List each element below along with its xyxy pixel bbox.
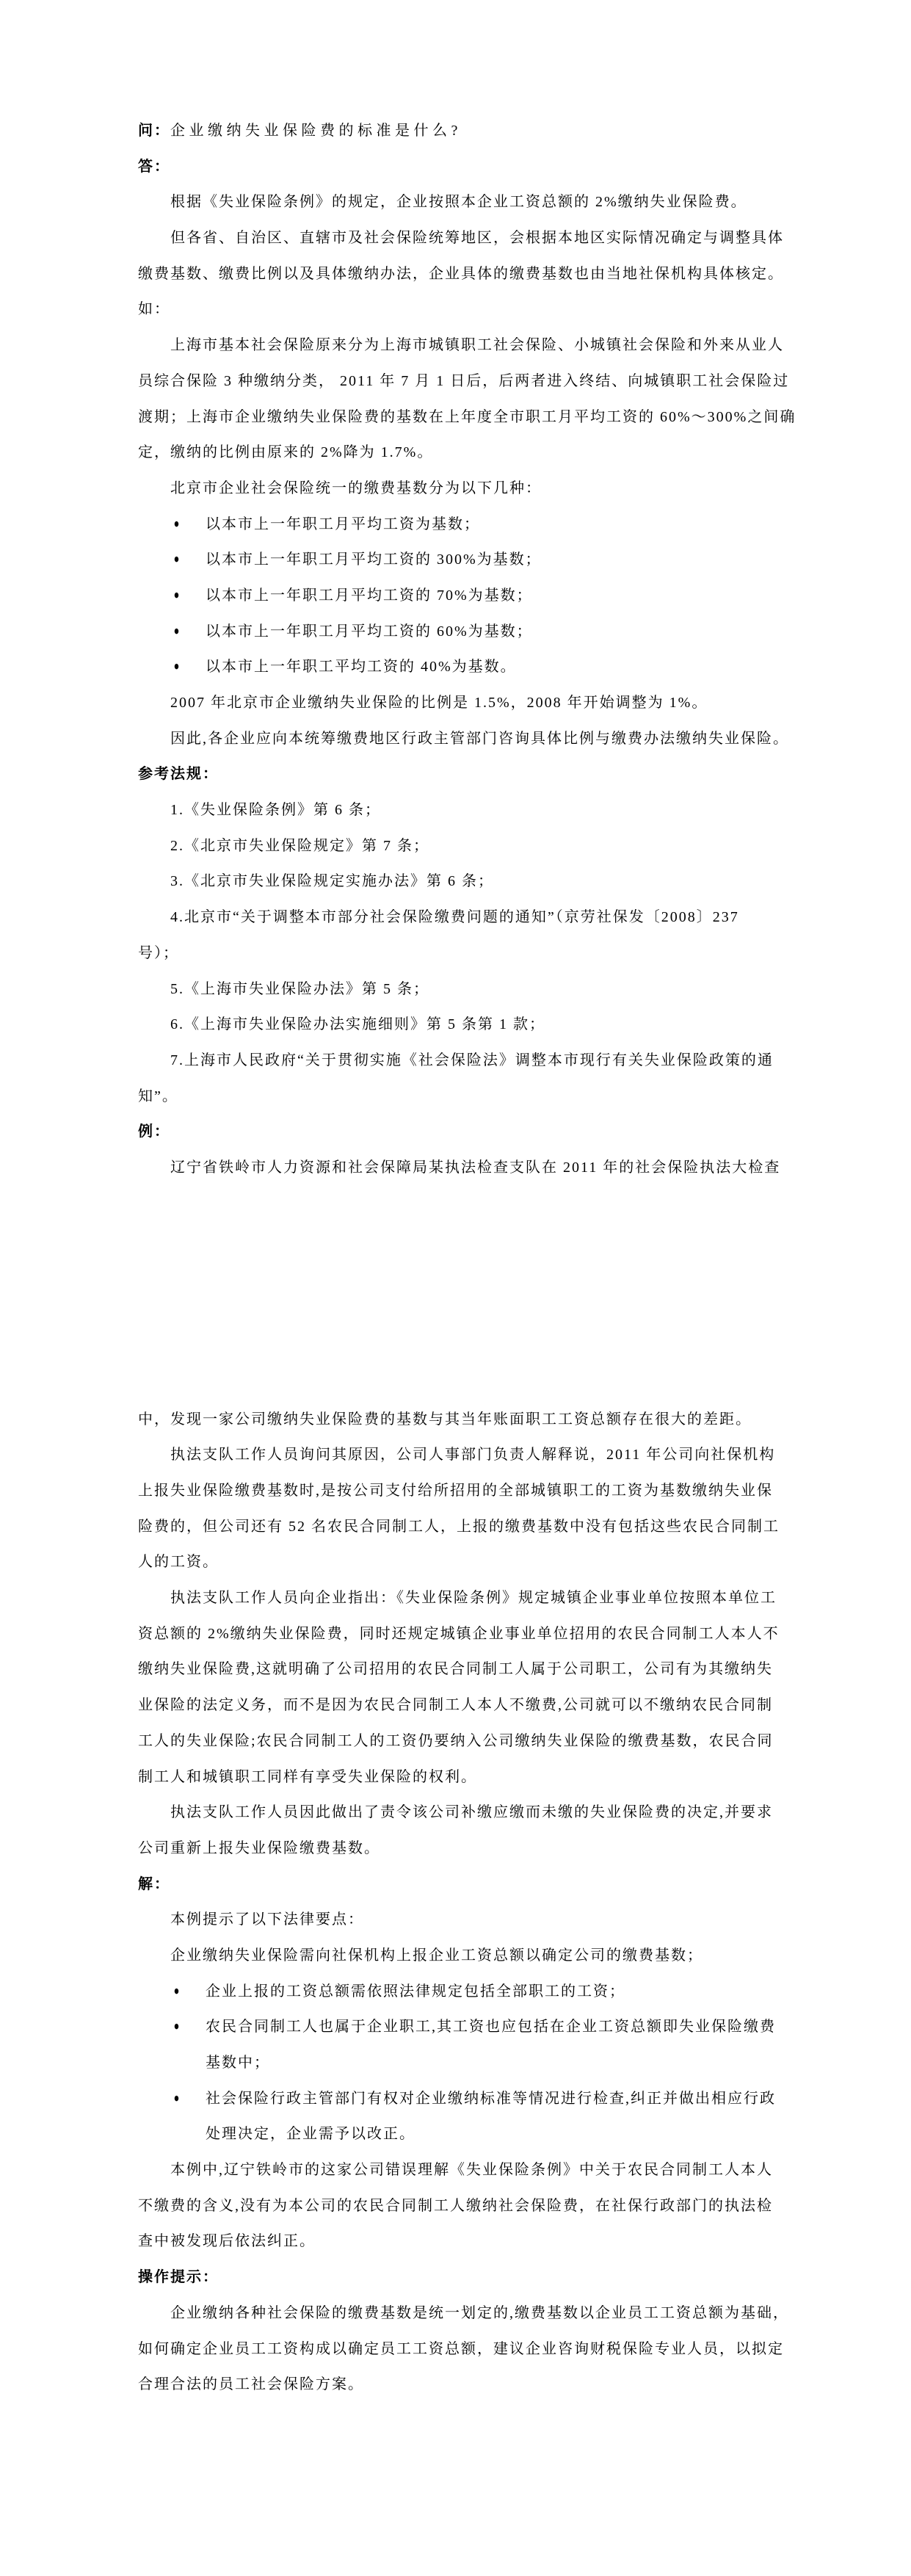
text-line xyxy=(138,1687,784,1723)
text-line xyxy=(138,1473,784,1509)
line-text: 以本市上一年职工平均工资的 40%为基数。 xyxy=(206,659,517,676)
text-line xyxy=(138,1437,784,1473)
text-line xyxy=(138,363,790,399)
line-text: 资总额的 2%缴纳失业保险费，同时还规定城镇企业事业单位招用的农民合同制工人本人不 xyxy=(138,1625,780,1642)
bullet-item xyxy=(138,1974,784,2010)
line-text: 缴纳失业保险费,这就明确了公司招用的农民合同制工人属于公司职工，公司有为其缴纳失 xyxy=(138,1661,773,1678)
text-line xyxy=(138,1580,784,1616)
line-text: 农民合同制工人也属于企业职工,其工资也应包括在企业工资总额即失业保险缴费 xyxy=(206,2019,776,2036)
bullet-icon: ● xyxy=(173,588,180,603)
text-line xyxy=(138,1759,784,1795)
line-text: 险费的，但公司还有 52 名农民合同制工人，上报的缴费基数中没有包括这些农民合同制工 xyxy=(138,1518,780,1535)
line-text: 不缴费的含义,没有为本公司的农民合同制工人缴纳社会保险费，在社保行政部门的执法检 xyxy=(138,2197,773,2214)
line-text: 员综合保险 3 种缴纳分类， 2011 年 7 月 1 日后，后两者进入终结、向城镇职工社会保险过 xyxy=(138,372,790,389)
line-text: 知”。 xyxy=(138,1088,178,1104)
line-text: 上报失业保险缴费基数时,是按公司支付给所招用的全部城镇职工的工资为基数缴纳失业保 xyxy=(138,1483,773,1499)
line-text: 制工人和城镇职工同样有享受失业保险的权利。 xyxy=(138,1768,477,1785)
question-line xyxy=(138,113,784,149)
bullet-icon: ● xyxy=(173,2020,180,2034)
text-line xyxy=(138,1938,784,1974)
line-text: 查中被发现后依法纠正。 xyxy=(138,2233,316,2250)
bullet-icon: ● xyxy=(173,552,180,567)
bullet-icon: ● xyxy=(173,1984,180,1998)
heading-line xyxy=(138,756,784,792)
bullet-icon: ● xyxy=(173,517,180,531)
text-line xyxy=(138,936,784,972)
bullet-item xyxy=(138,2009,784,2045)
text-line xyxy=(138,399,796,435)
text-line xyxy=(138,1723,784,1759)
qa-label: 问： xyxy=(138,123,170,139)
text-line xyxy=(138,2295,789,2331)
line-text: 以本市上一年职工月平均工资的 60%为基数； xyxy=(206,623,533,640)
line-text: 根据《失业保险条例》的规定，企业按照本企业工资总额的 2%缴纳失业保险费。 xyxy=(170,194,747,211)
text-line xyxy=(138,721,789,757)
line-text: 渡期；上海市企业缴纳失业保险费的基数在上年度全市职工月平均工资的 60%～300%之间确 xyxy=(138,408,796,425)
text-line xyxy=(138,1544,784,1580)
bullet-icon: ● xyxy=(173,624,180,638)
line-text: 6.《上海市失业保险办法实施细则》第 5 条第 1 款； xyxy=(170,1016,545,1033)
line-text: 答： xyxy=(138,158,170,175)
line-text: 如： xyxy=(138,301,170,318)
line-text: 5.《上海市失业保险办法》第 5 条； xyxy=(170,980,429,997)
text-line xyxy=(138,792,784,828)
text-line xyxy=(138,1402,784,1438)
text-line xyxy=(138,2152,784,2188)
line-text: 参考法规： xyxy=(138,766,219,783)
text-line xyxy=(138,292,784,328)
text-line xyxy=(138,184,784,220)
text-line xyxy=(138,1902,784,1938)
text-line xyxy=(138,2188,784,2224)
text-line xyxy=(138,328,784,363)
line-text: 4.北京市“关于调整本市部分社会保险缴费问题的通知”（京劳社保发〔2008〕237 xyxy=(170,909,739,926)
heading-line xyxy=(138,2260,784,2295)
text-line xyxy=(138,1007,784,1043)
text-line xyxy=(138,256,784,292)
line-text: 执法支队工作人员询问其原因，公司人事部门负责人解释说，2011 年公司向社保机构 xyxy=(170,1447,776,1464)
text-line xyxy=(138,828,784,864)
line-text: 处理决定，企业需予以改正。 xyxy=(206,2126,415,2143)
line-text: 本例中,辽宁铁岭市的这家公司错误理解《失业保险条例》中关于农民合同制工人本人 xyxy=(170,2162,773,2179)
bullet-item-continuation xyxy=(138,2045,784,2081)
line-text: 上海市基本社会保险原来分为上海市城镇职工社会保险、小城镇社会保险和外来从业人 xyxy=(170,337,784,354)
line-text: 人的工资。 xyxy=(138,1554,219,1571)
line-text: 3.《北京市失业保险规定实施办法》第 6 条； xyxy=(170,873,494,890)
bullet-item xyxy=(138,507,784,543)
line-text: 公司重新上报失业保险缴费基数。 xyxy=(138,1839,380,1856)
text-line xyxy=(138,471,784,507)
line-text: 企业缴纳失业保险费的标准是什么? xyxy=(170,123,462,139)
text-line xyxy=(138,1150,784,1186)
text-line xyxy=(138,1509,784,1545)
heading-line xyxy=(138,1114,784,1150)
text-line xyxy=(138,1795,784,1831)
bullet-item xyxy=(138,649,784,685)
bullet-item xyxy=(138,542,784,578)
line-text: 以本市上一年职工月平均工资为基数； xyxy=(206,515,480,532)
text-line xyxy=(138,220,784,256)
line-text: 基数中； xyxy=(206,2055,270,2071)
text-line xyxy=(138,864,784,900)
line-text: 如何确定企业员工工资构成以确定员工工资总额，建议企业咨询财税保险专业人员，以拟定 xyxy=(138,2340,784,2357)
text-line xyxy=(138,685,784,721)
text-line xyxy=(138,1651,784,1687)
line-text: 以本市上一年职工月平均工资的 70%为基数； xyxy=(206,587,533,604)
text-line xyxy=(138,2224,784,2260)
line-text: 7.上海市人民政府“关于贯彻实施《社会保险法》调整本市现行有关失业保险政策的通 xyxy=(170,1052,774,1068)
line-text: 合理合法的员工社会保险方案。 xyxy=(138,2376,364,2393)
line-text: 执法支队工作人员向企业指出：《失业保险条例》规定城镇企业事业单位按照本单位工 xyxy=(170,1590,777,1607)
bullet-item xyxy=(138,2081,784,2117)
line-text: 企业缴纳各种社会保险的缴费基数是统一划定的,缴费基数以企业员工工资总额为基础， xyxy=(170,2304,789,2321)
line-text: 企业缴纳失业保险需向社保机构上报企业工资总额以确定公司的缴费基数； xyxy=(170,1947,703,1964)
text-line xyxy=(138,1831,784,1867)
page-break-gap xyxy=(138,1186,784,1402)
line-text: 辽宁省铁岭市人力资源和社会保障局某执法检查支队在 2011 年的社会保险执法大检查 xyxy=(170,1159,781,1176)
text-line xyxy=(138,972,784,1007)
line-text: 1.《失业保险条例》第 6 条； xyxy=(170,802,381,819)
line-text: 解： xyxy=(138,1875,170,1892)
bullet-icon: ● xyxy=(173,660,180,674)
bullet-item xyxy=(138,614,784,650)
line-text: 因此,各企业应向本统筹缴费地区行政主管部门咨询具体比例与缴费办法缴纳失业保险。 xyxy=(170,730,789,747)
line-text: 以本市上一年职工月平均工资的 300%为基数； xyxy=(206,551,542,568)
line-text: 但各省、自治区、直辖市及社会保险统筹地区，会根据本地区实际情况确定与调整具体 xyxy=(170,230,784,247)
line-text: 执法支队工作人员因此做出了责令该公司补缴应缴而未缴的失业保险费的决定,并要求 xyxy=(170,1804,773,1821)
line-text: 社会保险行政主管部门有权对企业缴纳标准等情况进行检查,纠正并做出相应行政 xyxy=(206,2090,776,2107)
line-text: 操作提示： xyxy=(138,2269,219,2286)
line-text: 中，发现一家公司缴纳失业保险费的基数与其当年账面职工工资总额存在很大的差距。 xyxy=(138,1411,752,1428)
line-text: 缴费基数、缴费比例以及具体缴纳办法，企业具体的缴费基数也由当地社保机构具体核定。 xyxy=(138,265,784,282)
text-line xyxy=(138,2331,784,2367)
line-text: 北京市企业社会保险统一的缴费基数分为以下几种： xyxy=(170,480,542,496)
line-text: 2007 年北京市企业缴纳失业保险的比例是 1.5%，2008 年开始调整为 1%。 xyxy=(170,695,708,711)
text-line xyxy=(138,1616,784,1652)
text-line xyxy=(138,435,784,471)
bullet-item-continuation xyxy=(138,2116,784,2152)
heading-line xyxy=(138,1867,784,1903)
line-text: 定，缴纳的比例由原来的 2%降为 1.7%。 xyxy=(138,444,434,461)
line-text: 企业上报的工资总额需依照法律规定包括全部职工的工资； xyxy=(206,1983,625,2000)
line-text: 号）； xyxy=(138,944,179,961)
bullet-icon: ● xyxy=(173,2091,180,2105)
text-line xyxy=(138,900,784,936)
line-text: 例： xyxy=(138,1124,170,1140)
heading-line xyxy=(138,149,784,185)
line-text: 本例提示了以下法律要点： xyxy=(170,1911,364,1928)
text-line xyxy=(138,1079,784,1115)
line-text: 业保险的法定义务，而不是因为农民合同制工人本人不缴费,公司就可以不缴纳农民合同制 xyxy=(138,1697,773,1714)
text-line xyxy=(138,1043,784,1079)
document-content xyxy=(138,113,796,2403)
bullet-item xyxy=(138,578,784,614)
text-line xyxy=(138,2367,784,2403)
line-text: 工人的失业保险;农民合同制工人的工资仍要纳入公司缴纳失业保险的缴费基数，农民合同 xyxy=(138,1732,774,1749)
line-text: 2.《北京市失业保险规定》第 7 条； xyxy=(170,837,429,854)
